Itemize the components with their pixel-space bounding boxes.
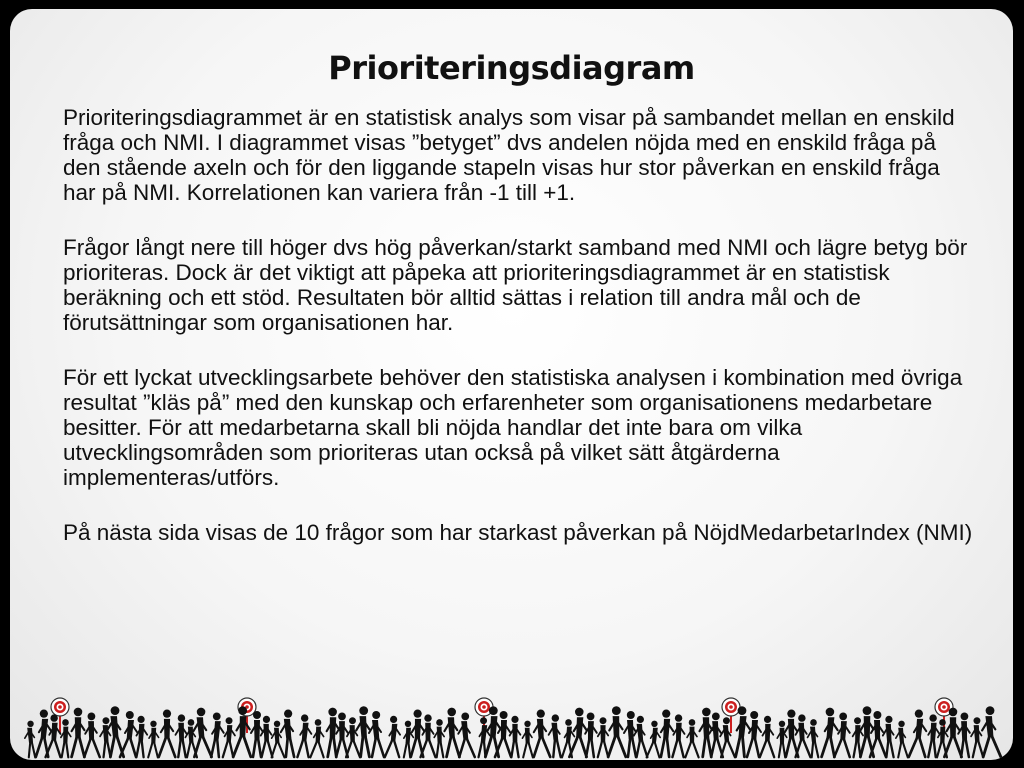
walker-silhouette-icon xyxy=(661,710,673,757)
walker-silhouette-icon xyxy=(159,710,175,757)
walker-silhouette-icon xyxy=(434,719,444,757)
walker-silhouette-icon xyxy=(444,708,459,757)
walker-silhouette-icon xyxy=(346,717,360,757)
slide-body xyxy=(63,105,973,575)
walker-silhouette-icon xyxy=(495,711,511,757)
slide xyxy=(10,9,1013,760)
crowd-silhouettes-icon xyxy=(10,689,1013,760)
walker-silhouette-icon xyxy=(928,714,939,757)
walker-silhouette-icon xyxy=(760,716,774,757)
walker-silhouette-icon xyxy=(822,708,838,757)
walker-silhouette-icon xyxy=(647,721,661,758)
walker-silhouette-icon xyxy=(747,711,761,757)
walker-silhouette-icon xyxy=(281,710,294,757)
walker-silhouette-icon xyxy=(834,712,850,757)
walker-silhouette-icon xyxy=(136,716,147,757)
walker-silhouette-icon xyxy=(534,710,550,757)
walker-silhouette-icon xyxy=(522,721,532,758)
walker-silhouette-icon xyxy=(120,711,137,757)
walker-silhouette-icon xyxy=(211,712,224,757)
walker-silhouette-icon xyxy=(336,712,348,757)
walker-silhouette-icon xyxy=(685,719,698,757)
walker-silhouette-icon xyxy=(896,721,908,758)
walker-silhouette-icon xyxy=(310,719,323,757)
walker-silhouette-icon xyxy=(223,717,235,757)
paragraph-3: För ett lyckat utvecklingsarbete behöver den statistiska analysen i kombination med övriga resultat ”kläs på” med den kunskap och erfarenheter som organisationens medarbetare besitter. För att medarbetarna skall bli nöjda handlar det inte bara om vilka utvecklingsområden som prioriteras utan också på vilket sätt åtgärderna implementeras/utförs. xyxy=(63,365,963,490)
walker-silhouette-icon xyxy=(720,717,735,757)
walker-silhouette-icon xyxy=(458,712,474,757)
walker-silhouette-icon xyxy=(297,714,311,757)
walker-silhouette-icon xyxy=(61,719,71,757)
walker-silhouette-icon xyxy=(421,714,436,757)
walker-silhouette-icon xyxy=(909,710,927,757)
paragraph-2: Frågor långt nere till höger dvs hög påverkan/starkt samband med NMI och lägre betyg bör prioriteras. Dock är det viktigt att påpeka att prioriteringsdiagrammet är en statistisk beräkning och ett stöd. Resultaten bör alltid sättas i relation till andra mål och de förutsättningar som organisationen har. xyxy=(63,235,968,335)
walker-silhouette-icon xyxy=(510,716,521,757)
walker-silhouette-icon xyxy=(549,714,561,757)
walker-silhouette-icon xyxy=(385,716,400,757)
walker-silhouette-icon xyxy=(608,706,626,757)
walker-silhouette-icon xyxy=(148,721,158,758)
walker-silhouette-icon xyxy=(100,717,110,757)
walker-silhouette-icon xyxy=(72,708,85,757)
footer-crowd-decoration xyxy=(10,689,1013,760)
walker-silhouette-icon xyxy=(971,717,983,757)
walker-silhouette-icon xyxy=(585,712,597,757)
walker-silhouette-icon xyxy=(84,712,100,757)
walker-silhouette-icon xyxy=(193,708,211,757)
walker-silhouette-icon xyxy=(25,721,35,758)
paragraph-1: Prioriteringsdiagrammet är en statistisk analys som visar på sambandet mellan en enskild fråga och NMI. I diagrammet visas ”betyget” dvs andelen nöjda med en enskild fråga på den stående axeln och för den liggande stapeln visas hur stor påverkan en enskild fråga har på NMI. Korrelationen kan variera från -1 till +1. xyxy=(63,105,955,205)
slide-title: Prioriteringsdiagram xyxy=(328,49,695,87)
walker-silhouette-icon xyxy=(598,717,608,757)
walker-silhouette-icon xyxy=(369,711,384,757)
walker-silhouette-icon xyxy=(175,714,186,757)
paragraph-4: På nästa sida visas de 10 frågor som har starkast påverkan på NöjdMedarbetarIndex (NMI) xyxy=(63,520,973,545)
walker-silhouette-icon xyxy=(356,706,369,757)
walker-silhouette-icon xyxy=(261,716,273,757)
walker-silhouette-icon xyxy=(272,721,285,758)
walker-silhouette-icon xyxy=(982,706,1001,757)
walker-silhouette-icon xyxy=(777,721,787,758)
walker-silhouette-icon xyxy=(672,714,684,757)
